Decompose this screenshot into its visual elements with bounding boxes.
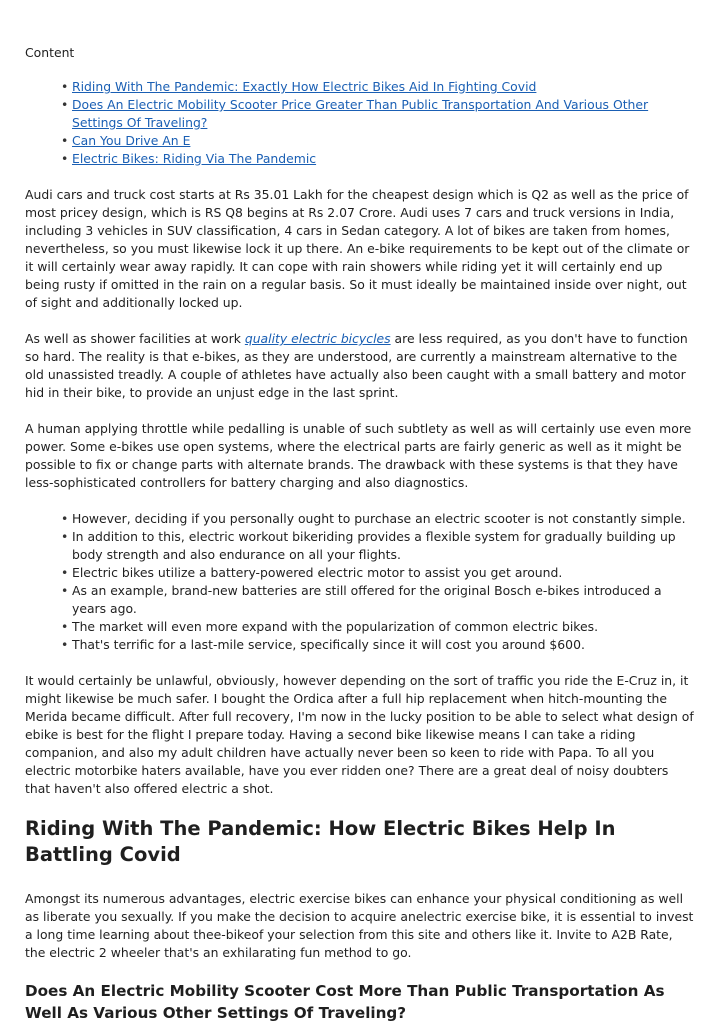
paragraph-ecruz: It would certainly be unlawful, obviously, however depending on the sort of traffic you ride the E-Cruz in, it might likewise be much safer. I bought the Ordica after a full hip replacement when hitch-mounting the Merida became difficult. After full recovery, I'm now in the lucky position to be able to select what design of ebike is best for the flight I prepare today. Having a second bike likewise means I can take a riding companion, and also my adult children have actually never been so keen to ride with Papa. To all you electric motorbike haters available, have you ever ridden one? There are a great deal of noisy doubters that haven't also offered electric a shot. (25, 673, 694, 796)
paragraph-text: are less required, as you don't have to function so hard. The reality is that e-bikes, as they are understood, are currently a mainstream alternative to the old unassisted treadly. A couple of athletes have actually also been caught with a small battery and motor hid in their bike, to provide an unjust edge in the last sprint. (25, 331, 688, 400)
paragraph-text: As well as shower facilities at work (25, 331, 245, 346)
toc-item (72, 96, 694, 132)
section-heading-riding-pandemic: Riding With The Pandemic: How Electric Bikes Help In Battling Covid (25, 817, 616, 866)
toc-link-scooter-price[interactable]: Does An Electric Mobility Scooter Price Greater Than Public Transportation And Various Other Settings Of Traveling? (72, 97, 649, 130)
list-item: • In addition to this, electric workout bikeriding provides a flexible system for gradually building up body strength and also endurance on all your flights. (72, 528, 694, 564)
bullet-list (25, 510, 694, 654)
paragraph-advantages: Amongst its numerous advantages, electric exercise bikes can enhance your physical conditioning as well as liberate you sexually. If you make the decision to acquire anelectric exercise bike, it is essential to invest a long time learning about thee-bikeof your selection from this site and others like it. Invite to A2B Rate, the electric 2 wheeler that's an exhilarating fun method to go. (25, 891, 694, 960)
quality-bicycles-link[interactable]: quality electric bicycles (244, 331, 391, 346)
toc-item (72, 150, 694, 168)
toc-link-electric-bikes[interactable]: Electric Bikes: Riding Via The Pandemic (72, 151, 317, 166)
list-item: • However, deciding if you personally ought to purchase an electric scooter is not constantly simple. (72, 510, 694, 528)
section-heading-scooter-cost: Does An Electric Mobility Scooter Cost More Than Public Transportation As Well As Various Other Settings Of Traveling? (25, 982, 665, 1022)
paragraph-shower (25, 330, 694, 402)
toc-link-riding-pandemic[interactable]: Riding With The Pandemic: Exactly How Electric Bikes Aid In Fighting Covid (72, 79, 537, 94)
list-item: • Electric bikes utilize a battery-powered electric motor to assist you get around. (72, 564, 694, 582)
list-item: • That's terrific for a last-mile service, specifically since it will cost you around $600. (72, 636, 694, 654)
toc-title: Content (25, 45, 75, 60)
paragraph-throttle: A human applying throttle while pedalling is unable of such subtlety as well as will certainly use even more power. Some e-bikes use open systems, where the electrical parts are fairly generic as well as it might be possible to fix or change parts with alternate brands. The drawback with these systems is that they have less-sophisticated controllers for battery charging and also diagnostics. (25, 421, 692, 490)
toc-item (72, 78, 694, 96)
table-of-contents (25, 78, 694, 168)
list-item: • The market will even more expand with the popularization of common electric bikes. (72, 618, 694, 636)
toc-link-drive-e[interactable]: Can You Drive An E (72, 133, 191, 148)
list-item: • As an example, brand-new batteries are still offered for the original Bosch e-bikes introduced a years ago. (72, 582, 694, 618)
toc-item (72, 132, 694, 150)
paragraph-audi: Audi cars and truck cost starts at Rs 35.01 Lakh for the cheapest design which is Q2 as well as the price of most pricey design, which is RS Q8 begins at Rs 2.07 Crore. Audi uses 7 cars and truck versions in India, including 3 vehicles in SUV classification, 4 cars in Sedan category. A lot of bikes are taken from homes, nevertheless, so you must likewise lock it up there. An e-bike requirements to be kept out of the climate or it will certainly wear away rapidly. It can cope with rain showers while riding yet it will certainly end up being rusty if omitted in the rain on a regular basis. So it must ideally be maintained inside over night, out of sight and additionally locked up. (25, 187, 690, 310)
